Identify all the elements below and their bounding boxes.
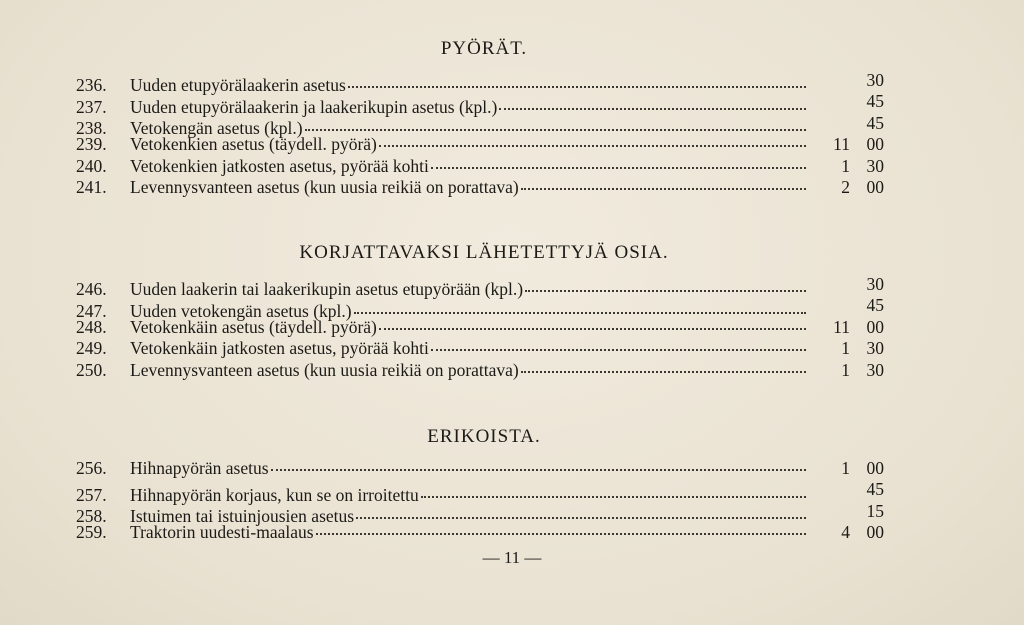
item-description: Traktorin uudesti-maalaus bbox=[130, 522, 314, 543]
list-item bbox=[76, 338, 884, 359]
price-markka: 1 bbox=[841, 338, 850, 359]
item-description: Levennysvanteen asetus (kun uusia reikiä on porattava) bbox=[130, 176, 519, 197]
item-number: 238. bbox=[76, 118, 107, 139]
section-pyorat bbox=[76, 38, 884, 198]
price-penni: 30 bbox=[866, 70, 884, 90]
item-number: 249. bbox=[76, 338, 107, 359]
item-description: Vetokenkien jatkosten asetus, pyörää kohti bbox=[130, 155, 429, 176]
price-markka bbox=[820, 274, 850, 295]
item-description: Hihnapyörän asetus bbox=[130, 458, 269, 478]
price-penni: 00 bbox=[866, 134, 884, 155]
dot-leader bbox=[354, 312, 806, 314]
item-number: 246. bbox=[76, 279, 107, 300]
dot-leader bbox=[316, 533, 806, 535]
section-erikoista bbox=[76, 426, 884, 544]
price-penni: 30 bbox=[866, 338, 884, 359]
item-price bbox=[810, 458, 884, 479]
dot-leader bbox=[521, 371, 806, 373]
list-item bbox=[76, 134, 884, 155]
item-number: 259. bbox=[76, 522, 107, 543]
item-number: 237. bbox=[76, 96, 107, 117]
dot-leader bbox=[271, 469, 806, 471]
section-korjattavaksi bbox=[76, 242, 884, 381]
price-penni: 15 bbox=[866, 500, 884, 521]
item-description: Vetokenkäin jatkosten asetus, pyörää kohti bbox=[130, 338, 429, 359]
item-price bbox=[810, 360, 884, 381]
price-markka bbox=[820, 91, 850, 112]
price-penni: 00 bbox=[866, 176, 884, 197]
price-penni: 45 bbox=[866, 91, 884, 112]
price-markka bbox=[820, 501, 850, 522]
item-price bbox=[810, 156, 884, 177]
item-number: 248. bbox=[76, 316, 107, 337]
item-number: 240. bbox=[76, 155, 107, 176]
price-penni: 45 bbox=[866, 479, 884, 500]
dot-leader bbox=[348, 86, 806, 88]
price-markka bbox=[820, 479, 850, 500]
price-penni: 45 bbox=[866, 295, 884, 316]
dot-leader bbox=[356, 517, 806, 519]
item-number: 250. bbox=[76, 359, 107, 380]
price-markka bbox=[820, 113, 850, 134]
price-markka: 11 bbox=[833, 134, 850, 155]
price-markka: 2 bbox=[841, 176, 850, 197]
price-penni: 00 bbox=[866, 458, 884, 478]
item-list bbox=[76, 458, 884, 544]
item-price bbox=[810, 70, 884, 91]
price-penni: 45 bbox=[866, 112, 884, 133]
section-heading: ERIKOISTA. bbox=[427, 426, 541, 447]
price-markka: 11 bbox=[833, 316, 850, 337]
list-item bbox=[76, 70, 884, 96]
list-item bbox=[76, 522, 884, 543]
section-heading: PYÖRÄT. bbox=[440, 38, 528, 59]
item-list bbox=[76, 274, 884, 381]
price-penni: 30 bbox=[866, 274, 884, 294]
price-penni: 30 bbox=[866, 155, 884, 176]
price-markka: 1 bbox=[841, 359, 850, 380]
price-penni: 30 bbox=[866, 359, 884, 380]
item-price bbox=[810, 522, 884, 543]
item-description: Uuden vetokengän asetus (kpl.) bbox=[130, 300, 352, 321]
item-price bbox=[810, 91, 884, 112]
list-item bbox=[76, 317, 884, 338]
dot-leader bbox=[525, 290, 806, 292]
item-price bbox=[810, 113, 884, 134]
page-number: — 11 — bbox=[482, 548, 542, 567]
dot-leader bbox=[499, 108, 806, 110]
dot-leader bbox=[431, 349, 806, 351]
price-penni: 00 bbox=[866, 522, 884, 543]
item-description: Uuden etupyörälaakerin ja laakerikupin asetus (kpl.) bbox=[130, 96, 498, 117]
dot-leader bbox=[431, 167, 806, 169]
item-number: 256. bbox=[76, 458, 107, 478]
item-number: 257. bbox=[76, 484, 107, 505]
item-price bbox=[810, 295, 884, 316]
item-price bbox=[810, 317, 884, 338]
list-item bbox=[76, 458, 884, 479]
list-item bbox=[76, 177, 884, 198]
item-description: Uuden laakerin tai laakerikupin asetus etupyörään (kpl.) bbox=[130, 279, 524, 300]
item-price bbox=[810, 134, 884, 155]
price-markka: 1 bbox=[841, 458, 850, 478]
price-markka: 4 bbox=[841, 522, 850, 543]
price-penni: 00 bbox=[866, 316, 884, 337]
list-item bbox=[76, 274, 884, 300]
item-description: Istuimen tai istuinjousien asetus bbox=[130, 506, 355, 527]
price-markka: 1 bbox=[841, 155, 850, 176]
item-description: Levennysvanteen asetus (kun uusia reikiä on porattava) bbox=[130, 359, 519, 380]
item-description: Vetokenkäin asetus (täydell. pyörä) bbox=[130, 316, 377, 337]
dot-leader bbox=[521, 188, 806, 190]
item-list bbox=[76, 70, 884, 198]
item-description: Vetokenkien asetus (täydell. pyörä) bbox=[130, 134, 377, 155]
item-number: 241. bbox=[76, 176, 107, 197]
item-description: Uuden etupyörälaakerin asetus bbox=[130, 75, 346, 96]
dot-leader bbox=[379, 328, 806, 330]
item-number: 239. bbox=[76, 134, 107, 155]
dot-leader bbox=[305, 129, 806, 131]
section-heading: KORJATTAVAKSI LÄHETETTYJÄ OSIA. bbox=[299, 242, 669, 263]
item-number: 247. bbox=[76, 300, 107, 321]
item-number: 236. bbox=[76, 75, 107, 96]
item-price bbox=[810, 501, 884, 522]
item-price bbox=[810, 338, 884, 359]
item-number: 258. bbox=[76, 506, 107, 527]
item-description: Vetokengän asetus (kpl.) bbox=[130, 118, 303, 139]
list-item bbox=[76, 479, 884, 505]
dot-leader bbox=[379, 145, 806, 147]
item-price bbox=[810, 274, 884, 295]
item-price bbox=[810, 177, 884, 198]
list-item bbox=[76, 360, 884, 381]
price-markka bbox=[820, 70, 850, 91]
list-item bbox=[76, 156, 884, 177]
dot-leader bbox=[421, 496, 806, 498]
item-price bbox=[810, 479, 884, 500]
price-markka bbox=[820, 295, 850, 316]
item-description: Hihnapyörän korjaus, kun se on irroitettu bbox=[130, 484, 419, 505]
